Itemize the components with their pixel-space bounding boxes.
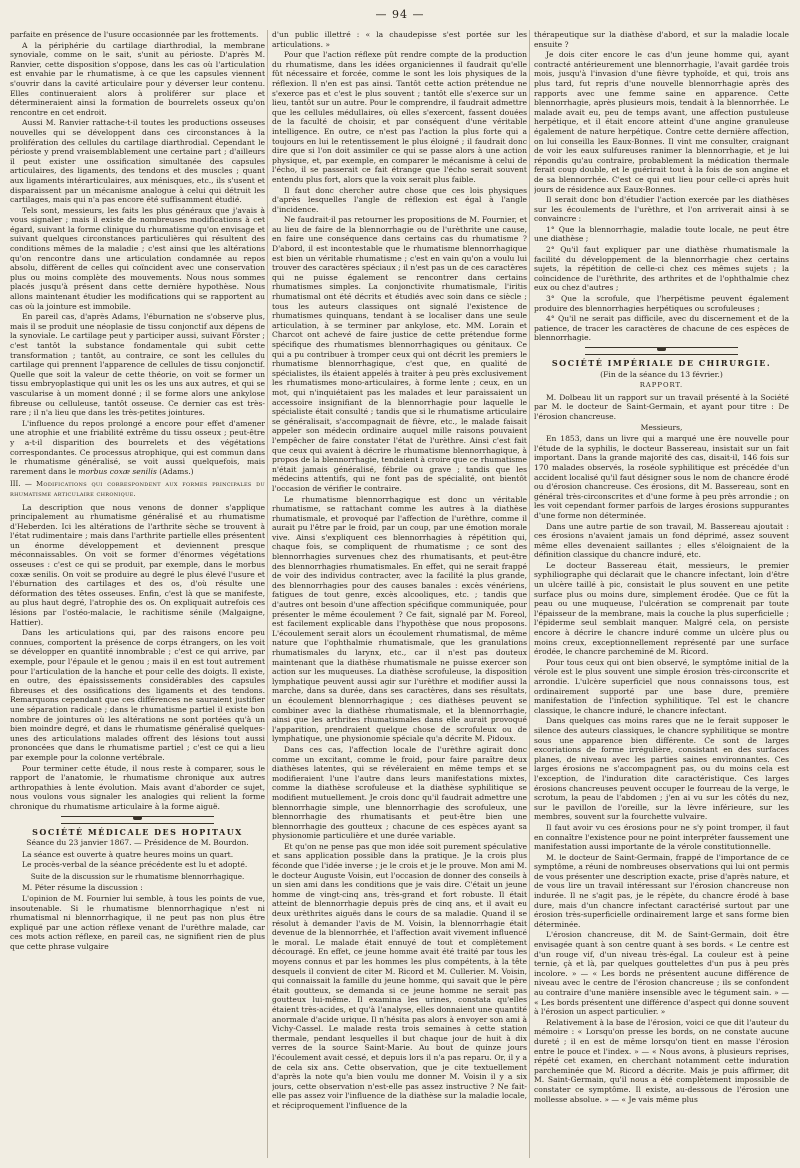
paragraph: En pareil cas, d'après Adams, l'éburnation ne s'observe plus, mais il se produit une néoplasie de tissu conjonctif aux dépens de la synoviale. Le cartilage peut y participer aussi, suivant Förster ; c'est tantôt la substance fondamentale qui subit cette transformation ; tantôt, au contraire, ce sont les cellules du cartilage qui prennent l'apparence de cellules de tissu conjonctif. Quelle que soit la valeur de cette théorie, on voit se former un tissu embryoplastique qui unit les os les uns aux autres, et qui se vascularise à un moment donné ; il se forme alors une ankylose fibreuse ou celluleuse, tantôt osseuse. Ce dernier cas est très-rare ; il n'a lieu que dans les très-petites jointures.	[10, 312, 265, 418]
paragraph: 2° Qu'il faut expliquer par une diathèse rhumatismale la facilité du développement de la blennorrhagie chez certains sujets, la répétition de celle-ci chez ces mêmes sujets ; la coïncidence de l'urèthrite, des arthrites et de l'ophthalmie chez eux ou chez d'autres ;	[534, 245, 789, 293]
paragraph-text: (Adams.)	[159, 466, 194, 476]
paragraph: Il serait donc bon d'étudier l'action exercée par les diathèses sur les écoulements de l'urèthre, et l'on arriverait ainsi à se convaincre :	[534, 195, 789, 224]
paragraph: Il faut donc chercher autre chose que ces lois physiques d'après lesquelles l'angle de réflexion est égal à l'angle d'incidence.	[272, 185, 527, 214]
discussion-subhead: Suite de la discussion sur le rhumatisme blennorrhagique.	[30, 871, 245, 881]
paragraph-text: L'influence du repos prolongé a encore pour effet d'amener une atrophie et une friabilité extrême du tissu osseux ; peut-être y a-t-il disparition des bourrelets et des végétations correspondantes. Ce processus atrophique, qui est commun dans le rhumatisme généralisé, se voit aussi quelquefois, mais rarement dans le	[10, 418, 265, 476]
paragraph: 4° Qu'il ne serait pas difficile, avec du discernement et de la patience, de tracer les caractères de chacune de ces espèces de blennorrhagie.	[534, 314, 789, 343]
paragraph: 3° Que la scrofule, que l'herpétisme peuvent également produire des blennorrhagies herpétiques ou scrofuleuses ;	[534, 294, 789, 313]
paragraph: Dans une autre partie de son travail, M. Bassereau ajoutait : ces érosions n'avaient jamais un fond déprimé, assez souvent même elles devenaient saillantes ; elles s'éloignaient de la définition classique du chancre induré, etc.	[534, 521, 789, 560]
section-title: Modifications qui correspondent aux formes principales du rhumatisme articulaire chronique.	[10, 480, 265, 498]
paragraph: 1° Que la blennorrhagie, maladie toute locale, ne peut être une diathèse ;	[534, 224, 789, 244]
column-left	[10, 30, 265, 1160]
paragraph: thérapeutique sur la diathèse d'abord, et sur la maladie locale ensuite ?	[534, 30, 789, 49]
ornamental-separator	[61, 816, 214, 824]
paragraph: Relativement à la base de l'érosion, voici ce que dit l'auteur du mémoire : « Lorsqu'on presse les bords, on ne constate aucune dureté ; il en est de même lorsqu'on tient en masse l'érosion entre le pouce et l'index. » — « Nous avons, à plusieurs reprises, répété cet examen, en cherchant notamment cette induration parcheminée que M. Ricord a décrite. Mais je puis affirmer, dit M. Saint-Germain, qu'il nous a été complètement impossible de constater ce symptôme. Il existe, au-dessous de l'érosion une mollesse absolue. » — « Je vais même plus	[534, 1017, 789, 1104]
column-divider	[529, 30, 530, 1158]
paragraph: M. Péter résume la discussion :	[22, 883, 143, 893]
paragraph: Dans les articulations qui, par des raisons encore peu connues, comportent la présence de corps étrangers, on les voit se développer en quantité innombrable ; c'est ce qui arrive, par exemple, pour l'épaule et le genou ; mais il en est tout autrement pour l'articulation de la hanche et pour celle des doigts. Il existe, en outre, des épaississements considérables des capsules fibreuses et des ossifications des ligaments et des tendons. Remarquons cependant que ces différences ne sauraient justifier une séparation radicale ; dans le rhumatisme partiel il existe bon nombre de jointures où les altérations ne sont portées qu'à un bien moindre degré, et dans le rhumatisme généralisé quelques-unes des articulations malades offrent des lésions tout aussi prononcées que dans le rhumatisme partiel ; c'est ce qui a lieu par exemple pour la colonne vertébrale.	[10, 628, 265, 762]
paragraph: Il faut avoir vu ces érosions pour ne s'y point tromper, il faut en connaître l'existence pour ne point interpréter faussement une manifestation aussi importante de la vérole constitutionnelle.	[534, 822, 789, 852]
paragraph: Tels sont, messieurs, les faits les plus généraux que j'avais à vous signaler ; mais il existe de nombreuses modifications à cet égard, suivant la forme clinique du rhumatisme qu'on envisage et suivant quelques circonstances particulières qui résultent des conditions mêmes de la maladie ; c'est ainsi que les altérations qu'on rencontre dans une articulation condamnée au repos absolu, diffèrent de celles qui coïncident avec une conservation plus ou moins complète des mouvements. Nous nous sommes placés jusqu'à présent dans cette dernière hypothèse. Nous allons maintenant étudier les modifications qui se rapportent au cas où la jointure est immobile.	[10, 205, 265, 311]
paragraph: En 1853, dans un livre qui a marqué une ère nouvelle pour l'étude de la syphilis, le docteur Bassereau, insistait sur un fait important. Dans la grande majorité des cas, disait-il, 146 fois sur 170 malades observés, la roséole syphilitique est précédée d'un accident localisé qu'il faut désigner sous le nom de chancre érodé ou d'érosion chancreuse. Ces érosions, dit M. Bassereau, sont en général très-circonscrites et d'une forme à peu près arrondie ; on les voit cependant former parfois de larges érosions suppurantes d'une forme non déterminée.	[534, 434, 789, 520]
paragraph: Le docteur Bassereau était, messieurs, le premier syphiliographe qui déclarait que le chancre infectant, loin d'être un ulcère taillé à pic, consistait le plus souvent en une petite surface plus ou moins dure, simplement érodée. Que ce fût la peau ou une muqueuse, l'ulcération se comprenait par toute l'épaisseur de la membrane, mais la couche la plus superficielle ; l'épiderme seul semblait manquer. Malgré cela, on persiste encore à décrire le chancre induré comme un ulcère plus ou moins creux, exceptionnellement représenté par une surface érodée, le chancre parcheminé de M. Ricord.	[534, 560, 789, 657]
session-line: Séance du 23 janvier 1867. — Présidence de M. Bourdon.	[26, 838, 249, 848]
paragraph: La séance est ouverte à quatre heures moins un quart.	[22, 849, 234, 859]
paragraph: Dans quelques cas moins rares que ne le ferait supposer le silence des auteurs classiques, le chancre syphilitique se montre sous une apparence bien différente. Ce sont de larges excoriations de forme irrégulière, consistant en des surfaces planes, de niveau avec les parties saines environnantes. Ces larges érosions ne s'accompagnent pas, ou du moins cela est l'exception, de l'induration dite caractéristique. Ces larges érosions chancreuses peuvent occuper le fourreau de la verge, le scrotum, la peau de l'abdomen ; j'en ai vu sur les côtés du nez, sur le pavillon de l'oreille, sur la lèvre inférieure, sur les membres, souvent sur la fourchette vulvaire.	[534, 716, 789, 822]
salutation: Messieurs,	[640, 422, 683, 432]
section-heading	[10, 480, 265, 499]
paragraph: d'un public illettré : « la chaudepisse s'est portée sur les articulations. »	[272, 30, 527, 49]
column-right	[534, 30, 789, 1160]
paragraph: L'érosion chancreuse, dit M. de Saint-Germain, doit être envisagée quant à son centre quant à ses bords. « Le centre est d'un rouge vif, d'un niveau très-égal. La couleur est à peine ternie, çà et là, par quelques gouttelettes d'un pus à peu près incolore. » — « Les bords ne présentent aucune différence de niveau avec le centre de l'érosion chancreuse ; ils se confondent au contraire d'une manière insensible avec le tégument sain. » — « Les bords présentent une différence d'aspect qui donne souvent à l'érosion un aspect particulier. »	[534, 930, 789, 1017]
paragraph: Le procès-verbal de la séance précédente est lu et adopté.	[22, 860, 248, 870]
column-middle	[272, 30, 527, 1160]
paragraph	[10, 419, 265, 477]
paragraph: Pour terminer cette étude, il nous reste à comparer, sous le rapport de l'anatomie, le rhumatisme chronique aux autres arthropathies à lente évolution. Mais avant d'aborder ce sujet, nous voulons vous signaler les analogies qui relient la forme chronique du rhumatisme articulaire à la forme aiguë.	[10, 763, 265, 811]
page-number: — 94 —	[375, 8, 425, 21]
paragraph: Pour tous ceux qui ont bien observé, le symptôme initial de la vérole est le plus souvent une simple érosion très-circonscrite et arrondie. L'ulcère superficiel que nous connaissons tous, est ordinairement supporté par une base dure, première manifestation de l'infection syphilitique. Tel est le chancre classique, le chancre induré, le chancre infectant.	[534, 657, 789, 715]
paragraph: Aussi M. Ranvier rattache-t-il toutes les productions osseuses nouvelles qui se développent dans ces circonstances à la prolifération des cellules du cartilage diarthrodial. Cependant le périoste y prend vraisemblablement une certaine part ; d'ailleurs il peut exister une ossification simultanée des capsules articulaires, des ligaments, des tendons et des muscles ; quant aux ligaments intérarticulaires, aux ménisques, etc., ils s'usent et disparaissent par un mécanisme analogue à celui qui détruit les cartilages, mais qui n'a pas encore été suffisamment étudié.	[10, 118, 265, 205]
paragraph: M. le docteur de Saint-Germain, frappé de l'importance de ce symptôme, a réuni de nombreuses observations qui lui ont permis de vous présenter une description exacte, prise d'après nature, et de vous lire un travail intéressant sur l'érosion chancreuse non indurée. Il ne s'agit pas, je le répète, du chancre érodé à base dure, mais d'un chancre infectant caractérisé surtout par une érosion très-superficielle ordinairement large et sans forme bien déterminée.	[534, 852, 789, 929]
italic-term: morbus coxæ senilis	[78, 466, 157, 476]
paragraph: parfaite en présence de l'usure occasionnée par les frottements.	[10, 30, 259, 39]
session-line: (Fin de la séance du 13 février.)	[600, 369, 723, 379]
society-heading: SOCIÉTÉ MÉDICALE DES HOPITAUX	[32, 826, 243, 837]
paragraph: Je dois citer encore le cas d'un jeune homme qui, ayant contracté antérieurement une blennorrhagie, l'avait gardée trois mois, jusqu'à l'invasion d'une fièvre typhoïde, et qui, trois ans plus tard, fut repris d'une nouvelle blennorrhagie après des rapports avec une femme saine en apparence. Cette blennorrhagie, après plusieurs mois, tendait à la blennorrhée. Le malade avait eu, peu de temps avant, une affection pustuleuse herpétique, et il était encore atteint d'une angine granuleuse également de nature herpétique. Contre cette dernière affection, on lui conseilla les Eaux-Bonnes. Il vint me consulter, craignant de voir les eaux sulfureuses ranimer la blennorrhagie, et je lui répondis qu'au contraire, probablement la médication thermale ferait coup double, et le guérirait tout à la fois de son angine et de sa blennorrhée. C'est ce qui eut lieu pour celle-ci après huit jours de résidence aux Eaux-Bonnes.	[534, 50, 789, 194]
column-divider	[267, 30, 268, 1158]
paragraph: M. Dolbeau lit un rapport sur un travail présenté à la Société par M. le docteur de Saint-Germain, et ayant pour titre : De l'érosion chancreuse.	[534, 392, 789, 421]
paragraph: Le rhumatisme blennorrhagique est donc un véritable rhumatisme, se rattachant comme les autres à la diathèse rhumatismale, et provoqué par l'affection de l'urèthre, comme il aurait pu l'être par le froid, par un coup, par une émotion morale vive. Ainsi s'expliquent ces blennorrhagies à répétition qui, chaque fois, se compliquent de rhumatisme ; ce sont des blennorrhagies survenues chez des rhumatisants, et peut-être des blennorrhagies rhumatismales. En effet, qui ne serait frappé de voir des individus contracter, avec la facilité la plus grande, des blennorrhagies pour des causes banales : excès vénériens, fatigues de tout genre, excès alcooliques, etc. ; tandis que d'autres ont besoin d'une affection spécifique communiquée, pour présenter le même écoulement ? Ce fait, signalé par M. Foreol, est facilement explicable dans l'hypothèse que nous proposons. L'écoulement serait alors un écoulement rhumatismal, de même nature que l'ophthalmie rhumatismale, que les granulations rhumatismales du larynx, etc., car il n'est pas douteux maintenant que la diathèse rhumatismale ne puisse exercer son action sur les muqueuses. La diathèse scrofuleuse, la disposition lymphatique peuvent aussi agir sur l'urèthre et modifier aussi la marche, dans sa durée, dans ses caractères, dans ses résultats, un écoulement blennorrhagique ; ces diathèses peuvent se combiner avec la diathèse rhumatismale, et la blennorrhagie, ainsi que les arthrites rhumatismales dans elle aurait provoqué l'apparition, prendraient quelque chose de scrofuleux ou de lymphatique, une physionomie spéciale qu'a décrite M. Pidoux.	[272, 494, 527, 744]
paragraph: Et qu'on ne pense pas que mon idée soit purement spéculative et sans application possible dans la pratique. Je la crois plus féconde que l'idée inverse ; je le crois et je le prouve. Mon ami M. le docteur Auguste Voisin, eut l'occasion de donner des conseils à un sien ami dans les conditions que je vais dire. C'était un jeune homme de vingt-cinq ans, très-grand et fort robuste. Il était atteint de blennorrhagie depuis près de cinq ans, et il avait eu deux urèthrites aiguës dans le cours de sa maladie. Quand il se résolut à demander l'avis de M. Voisin, la blennorrhagie était devenue de la blennorrhée, et l'affection avait vivement influencé le moral. Le malade était ennuyé de tout et complètement découragé. En effet, ce jeune homme avait été traité par tous les moyens connus et par les hommes les plus compétents, à la tête desquels il convient de citer M. Ricord et M. Cullerier. M. Voisin, qui connaissait la famille du jeune homme, qui savait que le père était goutteux, se demanda si ce jeune homme ne serait pas goutteux lui-même. Il examina les urines, constata qu'elles étaient très-acides, et qu'à l'analyse, elles donnaient une quantité anormale d'acide urique. Il n'hésita pas alors à envoyer son ami à Vichy-Cassel. Le malade resta trois semaines à cette station thermale, pendant lesquelles il but chaque jour de huit à dix verres de la source Saint-Marie. Au bout de quinze jours l'écoulement avait cessé, et depuis lors il n'a pas reparu. Or, il y a de cela six ans. Cette observation, que je cite textuellement d'après la note qu'a bien voulu me donner M. Voisin il y a six jours, cette observation n'est-elle pas assez instructive ? Ne fait-elle pas assez voir l'influence de la diathèse sur la maladie locale, et réciproquement l'influence de la	[272, 841, 527, 1110]
paragraph: Pour que l'action réflexe pût rendre compte de la production du rhumatisme, dans les idées organiciennes il faudrait qu'elle fût nécessaire et forcée, comme le sont les lois physiques de la réflexion. Il n'en est pas ainsi. Tantôt cette action prétendue ne s'exerce pas et c'est le plus souvent ; tantôt elle s'exerce sur un lieu, tantôt sur un autre. Pour le comprendre, il faudrait admettre que les cellules médullaires, où elles s'exercent, fassent douées de la faculté de choisir, et par conséquent d'une véritable intelligence. En outre, ce n'est pas l'action la plus forte qui a toujours en lui le retentissement le plus éloigné ; il faudrait donc dire que si l'on doit assimiler ce qui se passe alors à une action physique, et, par exemple, en comparer le mécanisme à celui de l'écho, il se passerait ce fait étrange que l'écho serait souvent entendu plus fort, alors que la voix serait plus faible.	[272, 50, 527, 184]
paragraph: Dans ces cas, l'affection locale de l'urèthre agirait donc comme un excitant, comme le froid, pour faire paraître deux diathèses latentes, qui se révéleraient en même temps et se modifieraient l'une l'autre dans leurs manifestations mixtes, comme la diathèse scrofuleuse et la diathèse syphilitique se modifient mutuellement. Je crois donc qu'il faudrait admettre une blennorrhagie simple, une blennorrhagie des scrofuleux, une blennorrhagie des rhumatisants et peut-être bien une blennorrhagie des goutteux ; chacune de ces espèces ayant sa physionomie particulière et une durée variable.	[272, 744, 527, 841]
section-number: III. —	[10, 480, 32, 489]
paragraph: Ne faudrait-il pas retourner les propositions de M. Fournier, et au lieu de faire de la blennorrhagie ou de l'urèthrite une cause, en faire une conséquence dans certains cas du rhumatisme ? D'abord, il est incontestable que le rhumatisme blennorrhagique est bien un véritable rhumatisme ; c'est en vain qu'on a voulu lui trouver des caractères spéciaux ; il n'est pas un de ces caractères qui ne puisse également se rencontrer dans certains rhumatismes simples. La conjonctivite rhumatismale, l'iritis rhumatismal ont été décrits et étudiés avec soin dans ce siècle ; tous les auteurs classiques ont signalé l'existence de rhumatismes quinquans, tendant à se localiser dans une seule articulation, à se terminer par ankylose, etc. MM. Lorain et Charcot ont achevé de faire justice de cette prétendue forme spécifique des rhumatismes blennorrhagiques ou génitaux. Ce qui a pu contribuer à tromper ceux qui ont décrit les premiers le rhumatisme blennorrhagique, c'est que, en qualité de spécialistes, ils étaient appelés à traiter à peu près exclusivement les rhumatismes mono-articulaires, à forme lente ; ceux, en un mot, qui n'inquiétaient pas les malades et leur paraissaient un accessoire insignifiant de la blennorrhagie pour laquelle le spécialiste était consulté ; tandis que si le rhumatisme articulaire se généralisait, s'accompagnait de fièvre, etc., le malade faisait appeler son médecin ordinaire auquel mille raisons pouvaient l'empêcher de faire constater l'état de l'urèthre. Ainsi c'est fait que ceux qui avaient à décrire le rhumatisme blennorrhagique, à propos de la blennorrhagie, tendaient à croire que ce rhumatisme n'était jamais généralisé, fébrile ou grave ; tandis que les médecins attentifs, qui ne font pas de spécialité, ont bientôt l'occasion de vérifier le contraire.	[272, 215, 527, 493]
report-label: RAPPORT.	[639, 381, 684, 390]
paragraph: A la périphérie du cartilage diarthrodial, la membrane synoviale, comme on le sait, s'unit au périoste. D'après M. Ranvier, cette disposition s'oppose, dans les cas où l'articulation est envahie par le rhumatisme, à ce que les capsules viennent s'ouvrir dans la cavité articulaire pour y déverser leur contenu. Elles continueraient alors à proliférer sur place et détermineraient ainsi la formation de bourrelets osseux qu'on rencontre en cet endroit.	[10, 40, 265, 117]
ornamental-separator	[585, 347, 738, 355]
paragraph: La description que nous venons de donner s'applique principalement au rhumatisme généralisé et au rhumatisme d'Heberden. Ici les altérations de l'arthrite sèche se trouvent à l'état rudimentaire ; mais dans l'arthrite partielle elles présentent un énorme développement et deviennent presque méconnaissables. On voit se former d'énormes végétations osseuses : c'est ce qui se produit, par exemple, dans le morbus coxæ senilis. On voit se produire au degré le plus élevé l'usure et l'éburnation des cartilages et des os, d'où résulte une déformation des têtes osseuses. Enfin, c'est là que se manifeste, au plus haut degré, l'atrophie des os. On expliquait autrefois ces lésions par l'ostéo-malacie, le rachitisme sénile (Malgaigne, Hattier).	[10, 502, 265, 627]
society-heading: SOCIÉTÉ IMPÉRIALE DE CHIRURGIE.	[551, 358, 772, 368]
paragraph: L'opinion de M. Fournier lui semble, à tous les points de vue, insoutenable. Si le rhumatisme blennorrhagique n'est ni rhumatismal ni blennorrhagique, il ne peut pas non plus être expliqué par une action réflexe venant de l'urèthre malade, car ces mots action réflexe, en pareil cas, ne signifient rien de plus que cette phrase vulgaire	[10, 894, 265, 952]
